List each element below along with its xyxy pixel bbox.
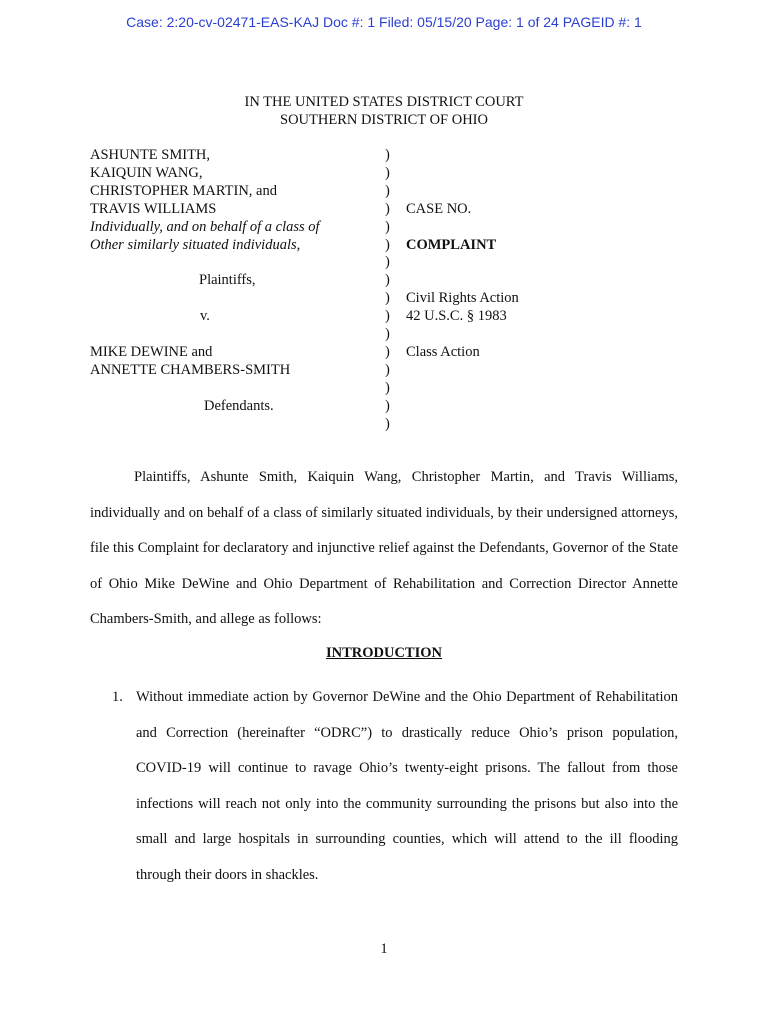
- plaintiff-name: ASHUNTE SMITH,: [90, 147, 211, 163]
- caption-paren: ): [385, 326, 390, 342]
- caption-paren: ): [385, 379, 390, 396]
- class-description: Other similarly situated individuals,: [90, 236, 301, 253]
- section-heading-introduction: INTRODUCTION: [325, 645, 442, 661]
- caption-paren: ): [385, 200, 390, 217]
- opening-paragraph: Plaintiffs, Ashunte Smith, Kaiquin Wang, Christopher Martin, and Travis Williams, individually and on behalf of a class of similarly situated individuals, by their undersigned attorneys, file this Complaint for declaratory and injunctive relief against the Defendants, Governor of the State of Ohio Mike DeWine and Ohio Department of Rehabilitation and Correction Director Annette Chambers-Smith, and allege as follows:: [90, 469, 678, 628]
- plaintiff-name: TRAVIS WILLIAMS: [90, 200, 217, 217]
- plaintiff-name: KAIQUIN WANG,: [90, 164, 203, 181]
- caption-paren: ): [385, 254, 390, 271]
- caption-paren: ): [385, 397, 390, 414]
- caption-paren: ): [385, 147, 390, 163]
- versus-label: v.: [200, 308, 210, 325]
- paragraph-number: 1.: [112, 689, 123, 705]
- action-type: Civil Rights Action: [406, 290, 519, 307]
- plaintiffs-label: Plaintiffs,: [199, 272, 256, 289]
- page-number: 1: [380, 941, 388, 957]
- complaint-title: COMPLAINT: [406, 236, 497, 253]
- caption-paren: ): [385, 343, 390, 360]
- class-description: Individually, and on behalf of a class of: [90, 218, 320, 235]
- case-number-label: CASE NO.: [406, 200, 472, 217]
- statute-citation: 42 U.S.C. § 1983: [406, 308, 507, 325]
- caption-paren: ): [385, 272, 390, 289]
- court-name: IN THE UNITED STATES DISTRICT COURT: [244, 94, 524, 110]
- class-action-label: Class Action: [406, 343, 480, 360]
- caption-paren: ): [385, 361, 390, 378]
- defendant-name: ANNETTE CHAMBERS-SMITH: [90, 361, 291, 378]
- caption-paren: ): [385, 290, 390, 307]
- caption-paren: ): [385, 308, 390, 325]
- paragraph-1-text: Without immediate action by Governor DeWine and the Ohio Department of Rehabilitation and Correction (hereinafter “ODRC”) to drastically reduce Ohio’s prison population, COVID-19 will continue to ravage Ohio’s twenty-eight prisons. The fallout from those infections will reach not only into the community surrounding the prisons but also into the small and large hospitals in surrounding counties, which will attend to the ill flooding through their doors in shackles.: [136, 689, 678, 883]
- plaintiff-name: CHRISTOPHER MARTIN, and: [90, 182, 277, 199]
- caption-paren: ): [385, 182, 390, 199]
- caption-paren: ): [385, 218, 390, 235]
- court-heading: [0, 93, 768, 129]
- caption-paren: ): [385, 236, 390, 253]
- caption-paren: ): [385, 415, 390, 432]
- case-header-stamp: Case: 2:20-cv-02471-EAS-KAJ Doc #: 1 Filed: 05/15/20 Page: 1 of 24 PAGEID #: 1: [126, 14, 642, 30]
- defendant-name: MIKE DEWINE and: [90, 343, 213, 360]
- court-district: SOUTHERN DISTRICT OF OHIO: [280, 112, 488, 128]
- defendants-label: Defendants.: [204, 397, 274, 414]
- caption-paren: ): [385, 164, 390, 181]
